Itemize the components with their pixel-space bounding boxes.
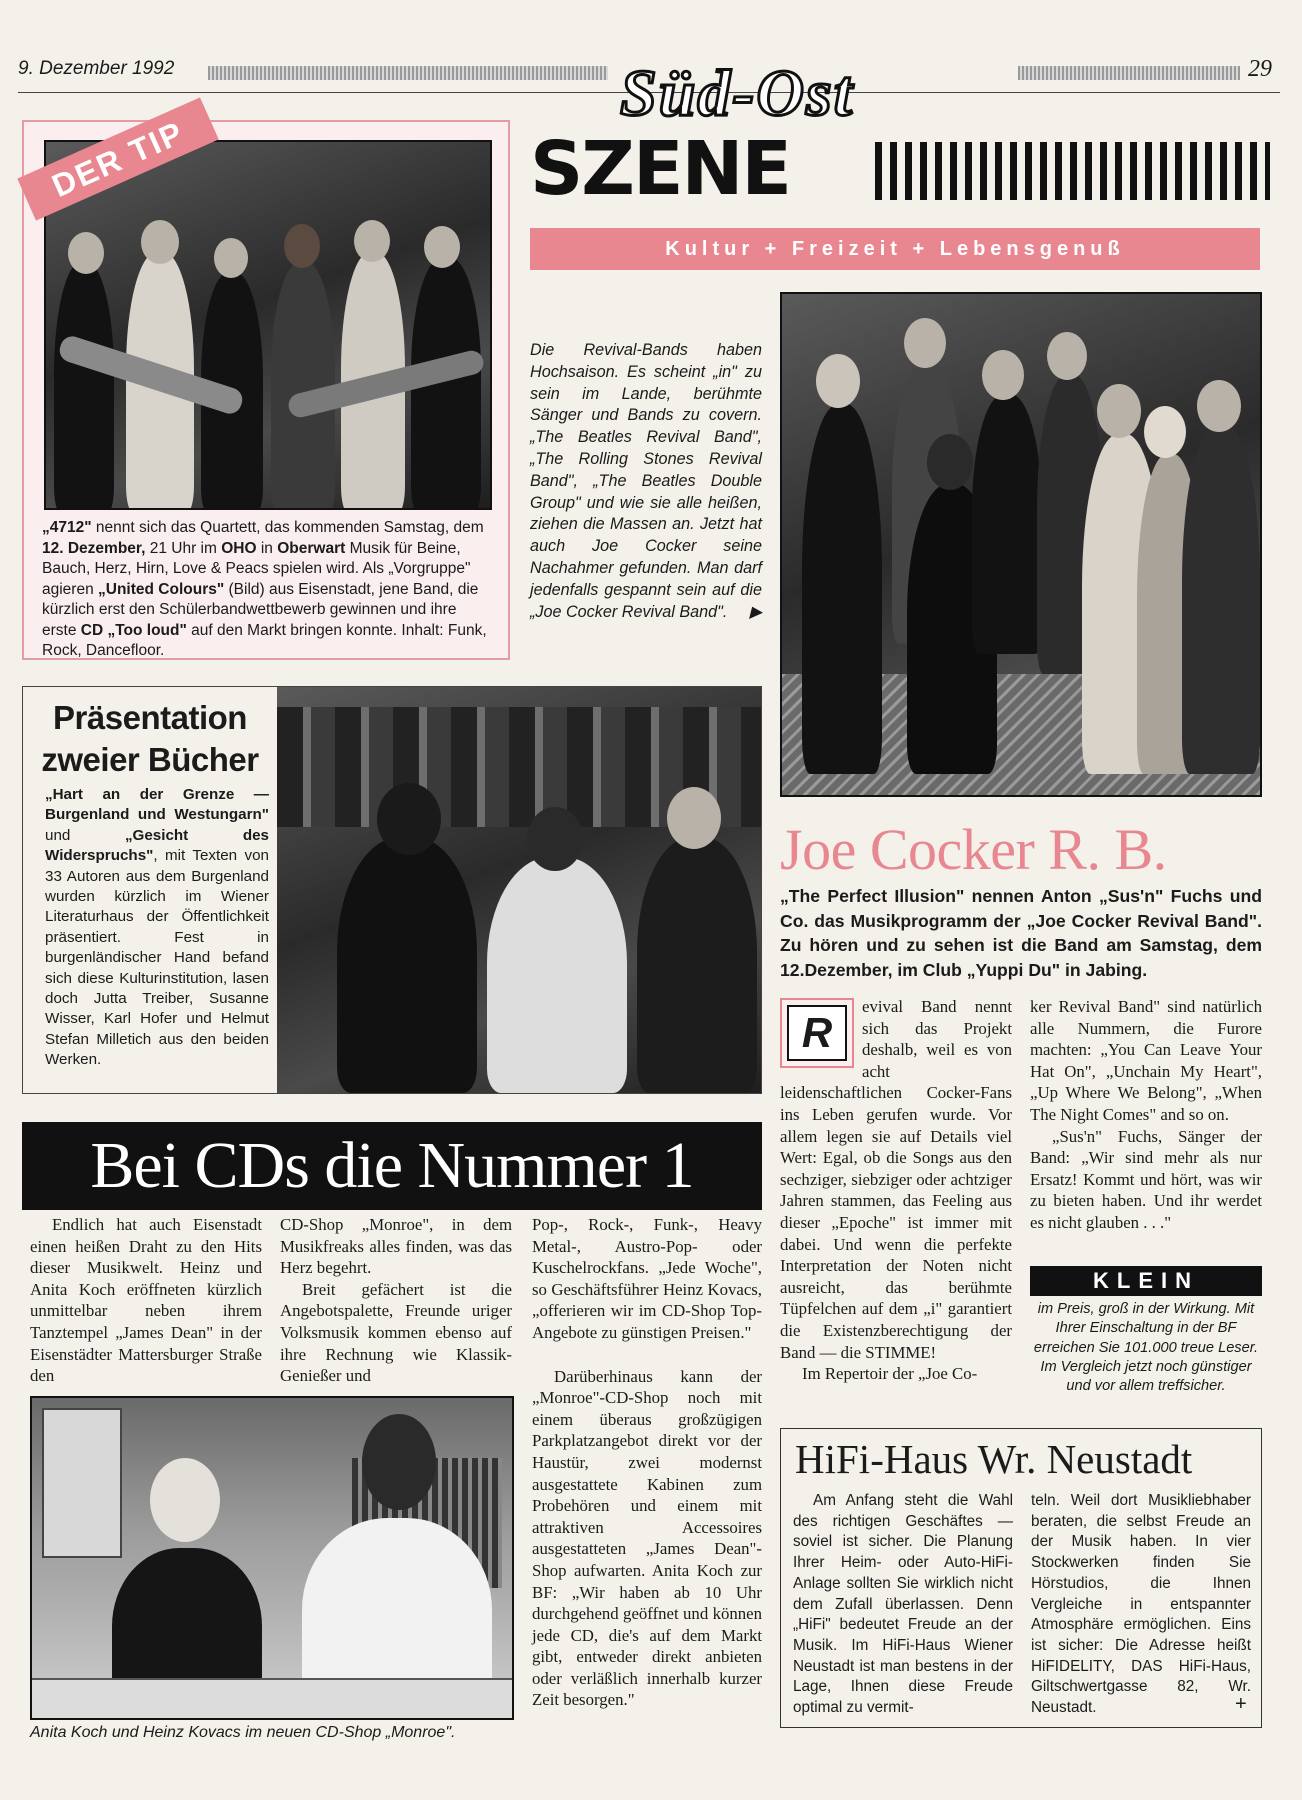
shelf-poster [42, 1408, 122, 1558]
revival-intro-text: Die Revival-Bands haben Hochsaison. Es scheint „in" zu sein im Lande, berühmte Sänger und Bands zu covern. „The Beatles Revival Band", „The Rolling Stones Revival Band", „The Beatles Double Group" und wie sie alle heißen, ziehen die Massen an. Jetzt hat auch Joe Cocker seine Nachahmer gefunden. Man darf jedenfalls gespannt sein auf die „Joe Cocker Revival Band". [530, 341, 762, 621]
audience-member-head [527, 807, 583, 871]
cds-col2b: Breit gefächert ist die Angebotspalette, Freunde uriger Volksmusik kommen ebenso auf ihre Rechnung wie Klassik-Genießer und [280, 1279, 512, 1386]
tagline-bar [530, 228, 1260, 270]
tip-caption [42, 518, 494, 662]
klein-ad [1030, 1266, 1262, 1396]
band-member-head [354, 220, 390, 262]
band-member [54, 262, 114, 510]
hifi-headline: HiFi-Haus Wr. Neustadt [795, 1436, 1193, 1482]
klein-label: KLEIN [1030, 1266, 1262, 1296]
cds-headline: Bei CDs die Nummer 1 [90, 1129, 694, 1202]
joe-lead: „The Perfect Illusion" nennen Anton „Sus'n" Fuchs und Co. das Musikprogramm der „Joe Cocker Revival Band". Zu hören und zu sehen ist die Band am Samstag, dem 12.Dezember, im Club „Yuppi Du" in Jabing. [780, 886, 1262, 980]
band-member [802, 404, 882, 774]
tip-band-photo [44, 140, 492, 510]
band-member-head [1144, 406, 1186, 458]
revival-intro [530, 340, 762, 623]
joe-headline: Joe Cocker R. B. [780, 817, 1167, 882]
band-member-head [68, 232, 104, 274]
audience-member-head [667, 787, 721, 849]
cds-col1: Endlich hat auch Eisenstadt einen heißen Draht zu den Hits dieser Musikwelt. Heinz und Anita Koch eröffneten kürzlich unmittelbar neben ihrem Tanztempel „James Dean" in der Eisenstädter Mattersburger Straße den [30, 1215, 262, 1386]
masthead [530, 57, 1270, 220]
dropcap-box [780, 998, 854, 1068]
tip-badge-text: DER TIP [46, 114, 190, 204]
dropcap-inner [787, 1005, 847, 1061]
issue-date: 9. Dezember 1992 [18, 58, 175, 79]
hifi-col2: teln. Weil dort Musikliebhaber beraten, die selbst Freude an der Musik haben. In vier Stockwerken finden Sie Hörstudios, die Ihnen Vergleiche in entspannter Atmosphäre ermöglichen. Eins ist sicher: Die Adresse heißt HiFIDELITY, DAS HiFi-Haus, Giltschwertgasse 82, Wr. Neustadt. [1031, 1492, 1251, 1717]
cd-shop-caption: Anita Koch und Heinz Kovacs im neuen CD-Shop „Monroe". [30, 1724, 456, 1741]
cds-col3b: Darüberhinaus kann der „Monroe"-CD-Shop noch mit einem überaus großzügigen Parkplatzangebot direkt vor der Haustür, zwei modernst ausgestattete Kabinen zum Probehören und einem mit attraktiven Accessoires ausgestatteten „James Dean"-Shop aufwarten. Anita Koch zur BF: „Wir haben ab 10 Uhr durchgehend geöffnet und können jede CD, die's auf dem Markt gibt, entweder direkt anbieten oder verläßlich innerhalb kurzer Zeit besorgen." [532, 1366, 762, 1710]
cds-col2 [280, 1214, 512, 1387]
band-member-head [904, 318, 946, 368]
cds-col3a: Pop-, Rock-, Funk-, Heavy Metal-, Austro-Pop- oder Kuschelrockfans. „Jede Woche", so Geschäftsführer Heinz Kovacs, „offerieren wir im CD-Shop Top-Angebote zu günstigen Preisen." [532, 1215, 762, 1342]
joe-col2b-text: „Sus'n" Fuchs, Sänger der Band: „Wir sind mehr als nur Ersatz! Kommt und hört, was wir zu bieten haben. Und ihr werdet es nicht glauben . . ." [1030, 1126, 1262, 1232]
cds-col3 [532, 1214, 762, 1711]
band-member-head [214, 238, 248, 278]
books-body-text: „Hart an der Grenze — Burgenland und Westungarn" und „Gesicht des Widerspruchs", mit Texten von 33 Autoren aus dem Burgenland wurden kürzlich im Wiener Literaturhaus der Öffentlichkeit präsentiert. Fest in burgenländischer Hand befand sich diese Kulturinstitution, lasen doch Jutta Treiber, Susanne Wisser, Karl Hofer und Helmut Stefan Milletich aus den beiden Werken. [45, 786, 269, 1069]
joe-col2 [1030, 996, 1262, 1234]
anita-koch-head [150, 1458, 220, 1542]
books-text-column [31, 697, 269, 1071]
audience-member [337, 837, 477, 1093]
masthead-szene-word: SZENE [530, 126, 790, 212]
tagline-text: Kultur + Freizeit + Lebensgenuß [665, 238, 1125, 260]
hifi-col1: Am Anfang steht die Wahl des richtigen Geschäftes — soviel ist sicher. Die Planung Ihrer Heim- oder Auto-HiFi-Anlage sollten Sie wirklich nicht dem Zufall überlassen. Denn „HiFi" bedeutet Freude an der Musik. Im HiFi-Haus Wiener Neustadt ist man bestens in der Lage, Ihnen diese Freude optimal zu vermit- [793, 1492, 1013, 1717]
joe-col2-text: ker Revival Band" sind natürlich alle Nummern, die Furore machten: „You Can Leave Your Hat On", „Unchain My Heart", „Up Where We Belong", „When The Night Comes" and so on. [1030, 997, 1262, 1124]
band-member-head [284, 224, 320, 268]
cds-headline-bar [22, 1122, 762, 1210]
audience-member [487, 857, 627, 1093]
joe-col1-text: evival Band nennt sich das Projekt deshalb, weil es von acht leidenschaftlichen Cocker-Fans ins Leben gerufen wurde. Vor allem legen sie auf Details viel Wert: Egal, ob die Songs aus den sechziger, siebziger oder achtziger Jahren stammen, das Feeling aus dieser „Epoche" ist immer mit dabei. Und wenn die perfekte Interpretation der Noten nicht ausreicht, das berühmte Tüpfelchen auf dem „i" garantiert die Existenzberechtigung der Band — die STIMME! [780, 997, 1012, 1362]
continue-arrow: ▶ [749, 602, 762, 621]
tip-box [22, 114, 510, 660]
joe-cocker-band-photo [780, 292, 1262, 797]
hifi-box [780, 1428, 1262, 1728]
cds-col2a: CD-Shop „Monroe", in dem Musikfreaks alles finden, was das Herz begehrt. [280, 1215, 512, 1278]
masthead-stripes [875, 142, 1270, 200]
counter [32, 1678, 514, 1720]
masthead-szene [530, 126, 1270, 212]
books-body [31, 785, 269, 1071]
band-member-head [816, 354, 860, 408]
band-member-head [927, 434, 973, 490]
masthead-sued-ost: Süd-Ost [620, 57, 855, 130]
klein-text: im Preis, groß in der Wirkung. Mit Ihrer Einschaltung in der BF erreichen Sie 101.000 treue Leser. Im Vergleich jetzt noch günstiger und vor allem treffsicher. [1033, 1301, 1259, 1395]
dropcap-letter: R [801, 1009, 833, 1056]
band-member-head [141, 220, 179, 264]
books-title [31, 697, 269, 781]
hifi-end-mark: + [1235, 1693, 1247, 1715]
band-member-head [982, 350, 1024, 400]
band-member [972, 394, 1042, 654]
audience-member [637, 837, 757, 1093]
book-presentation-photo [277, 687, 761, 1093]
books-title-line2: zweier Bücher [41, 741, 259, 778]
cd-shop-photo [30, 1396, 514, 1720]
audience-member-head [377, 783, 441, 855]
tip-caption-text: „4712" nennt sich das Quartett, das kommenden Samstag, dem 12. Dezember, 21 Uhr im OHO in Oberwart Musik für Beine, Bauch, Herz, Hirn, Love & Peacs spielen wird. Als „Vorgruppe" agieren „United Colours" (Bild) aus Eisenstadt, jene Band, die kürzlich erst den Schülerbandwettbewerb gewinnen und ihre erste CD „Too loud" auf den Markt bringen konnte. Inhalt: Funk, Rock, Dancefloor. [42, 519, 487, 659]
band-member-head [1097, 384, 1141, 438]
joe-col1-tail: Im Repertoir der „Joe Co- [802, 1364, 978, 1384]
band-member [1182, 424, 1260, 774]
joe-col1 [780, 996, 1012, 1385]
books-title-line1: Präsentation [53, 699, 247, 736]
band-member-head [1047, 332, 1087, 380]
band-member-head [424, 226, 460, 268]
books-section [22, 686, 762, 1094]
page-number: 29 [1248, 56, 1272, 82]
band-member-head [1197, 380, 1241, 432]
heinz-kovacs-head [362, 1414, 436, 1510]
